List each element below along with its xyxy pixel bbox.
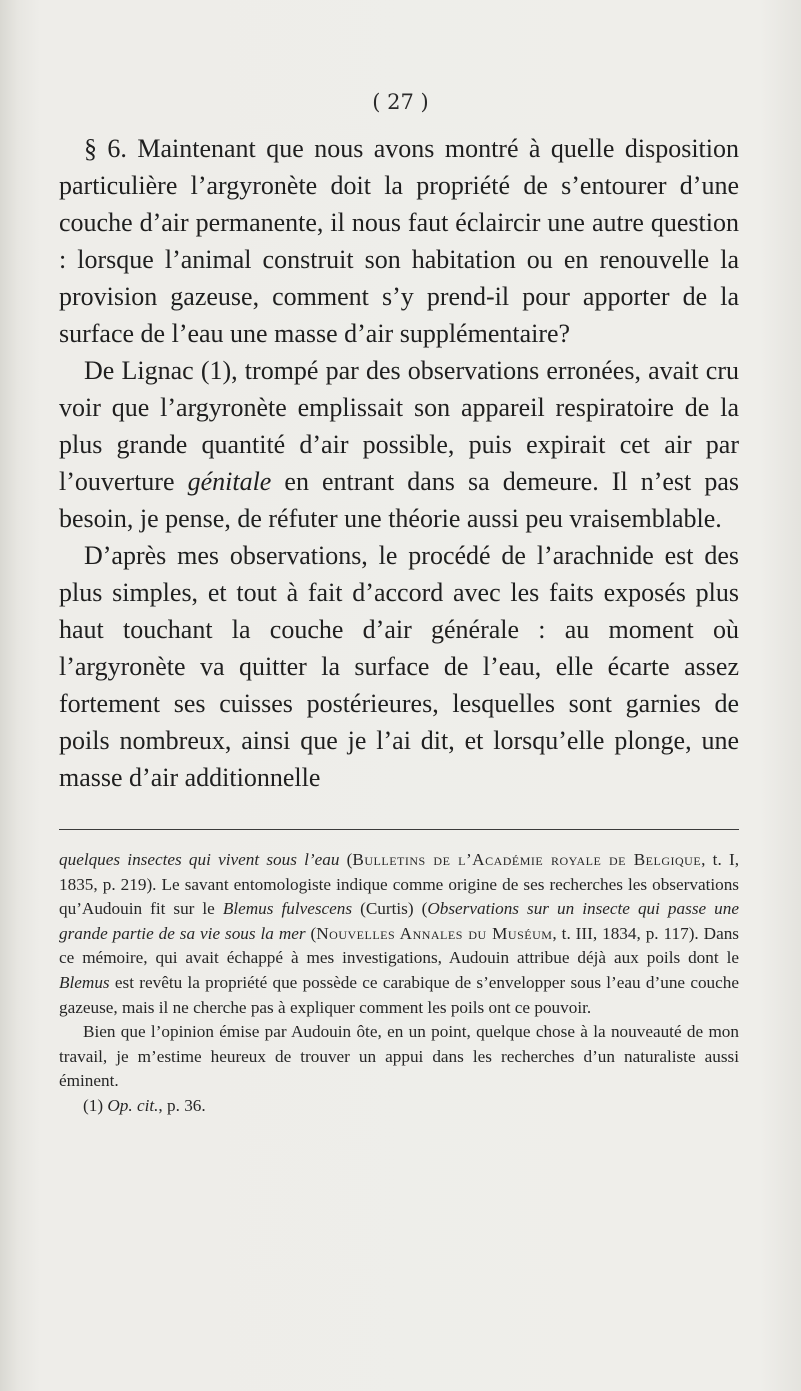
footnote-citation: Op. cit. [107, 1095, 159, 1115]
note-text: ( [339, 850, 353, 869]
footnote-rule [59, 829, 739, 830]
note-italic-title: quelques insectes qui vivent sous l’eau [59, 850, 340, 869]
footnote-1 [59, 1094, 739, 1119]
note-text: , t. III, 1834, p. 117). Dans ce mémoire, qui avait échappé à mes investigations, Audouin attribue déjà aux poils dont le [59, 923, 739, 968]
note-journal: Bulletins de l’Académie royale de Belgique [352, 850, 702, 869]
page-number: ( 27 ) [372, 90, 429, 114]
note-journal: Nouvelles Annales du Muséum [316, 923, 553, 943]
note-text: , t. I, 1835, p. 219). Le savant entomologiste indique comme origine de ses recherches les observations qu’Audouin fit sur le [59, 850, 739, 919]
footnote-paragraph: Bien que l’opinion émise par Audouin ôte, en un point, quelque chose à la nouveauté de mon travail, je m’estime heureux de trouver un appui dans les recherches d’un naturaliste aussi éminent. [59, 1022, 739, 1091]
note-species: Blemus [59, 972, 110, 992]
footnotes [59, 848, 739, 1119]
note-species: Blemus fulvescens [222, 899, 353, 919]
main-text [59, 130, 739, 796]
paragraph-1: § 6. Maintenant que nous avons montré à quelle disposition particulière l’argyronète doit la propriété de s’entourer d’une couche d’air permanente, il nous faut éclaircir une autre question : lorsque l’animal construit son habitation ou en renouvelle la provision gazeuse, comment s’y prend-il pour apporter de la surface de l’eau une masse d’air supplémentaire? [59, 134, 739, 348]
footnote-marker: (1) [83, 1095, 108, 1115]
paragraph-2-italic: génitale [187, 467, 272, 496]
paragraph-3: D’après mes observations, le procédé de l’arachnide est des plus simples, et tout à fait d’accord avec les faits exposés plus haut touchant la couche d’air générale : au moment où l’argyronète va quitter la surface de l’eau, elle écarte assez fortement ses cuisses postérieures, lesquelles sont garnies de poils nombreux, ainsi que je l’ai dit, et lorsqu’elle plonge, une masse d’air additionnelle [59, 541, 739, 792]
paragraph-2-part-a: De Lignac (1), trompé par des observations erronées, avait cru voir que l’argyronète emplissait son appareil respiratoire de la plus grande quantité d’air possible, puis expirait cet air par l’ouverture [59, 356, 739, 496]
footnote-continuation [59, 848, 739, 1020]
paragraph-2 [59, 352, 739, 537]
note-italic-title: Observations sur un insecte qui passe une grande partie de sa vie sous la mer [59, 899, 739, 943]
note-text: ( [305, 923, 317, 943]
note-text: (Curtis) ( [352, 899, 428, 919]
paragraph-2-part-b: en entrant dans sa demeure. Il n’est pas besoin, je pense, de réfuter une théorie aussi peu vraisemblable. [59, 467, 739, 533]
footnote-page: , p. 36. [158, 1095, 206, 1115]
note-text: est revêtu la propriété que possède ce carabique de s’envelopper sous l’eau d’une couche gazeuse, mais il ne cherche pas à expliquer comment les poils ont ce pouvoir. [59, 972, 739, 1017]
